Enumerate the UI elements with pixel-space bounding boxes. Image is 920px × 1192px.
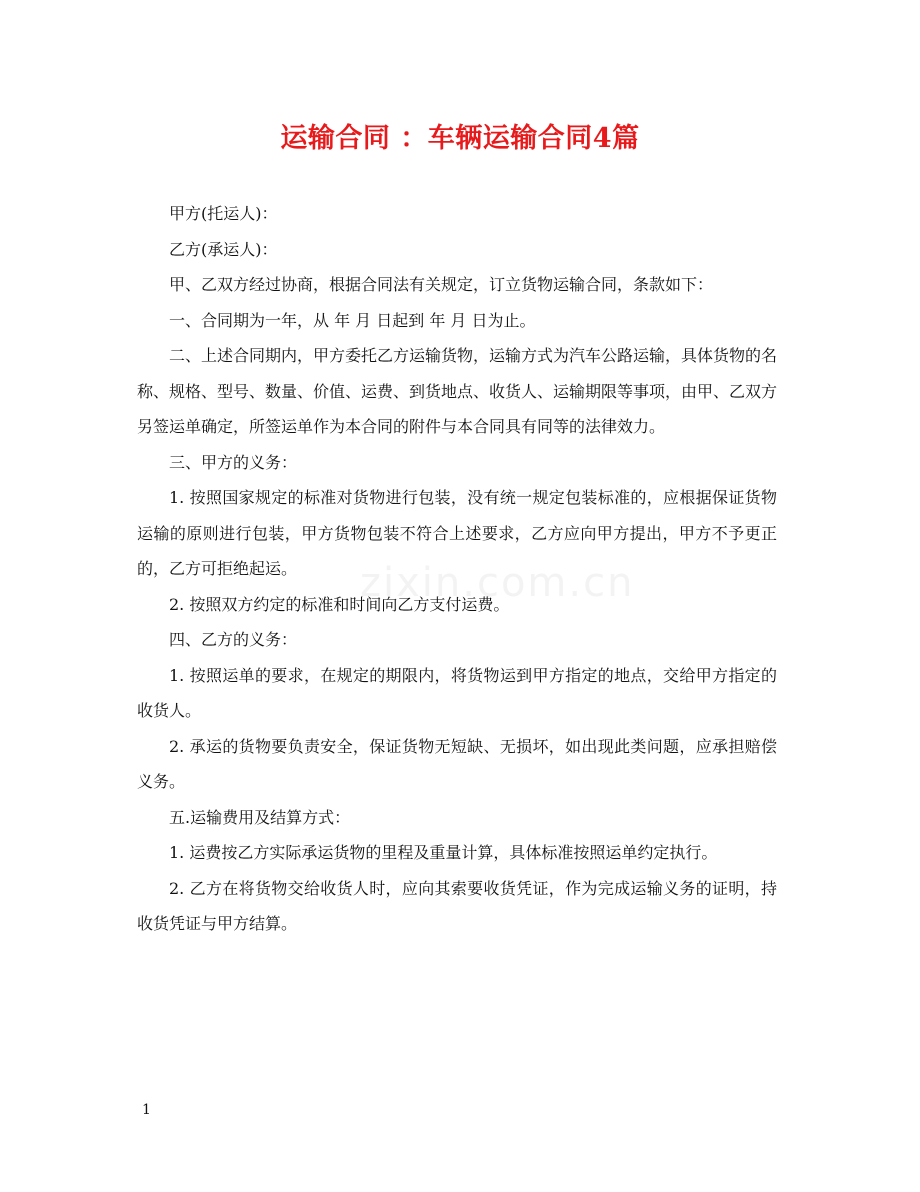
watermark: zixin.com.cn: [360, 560, 635, 606]
paragraph-party-a: 甲方(托运人)：: [169, 204, 278, 223]
paragraph-party-a-obligation-2: 2. 按照双方约定的标准和时间向乙方支付运费。: [169, 594, 510, 614]
paragraph-party-a-obligation-1: 1. 按照国家规定的标准对货物进行包装，没有统一规定包装标准的，应根据保证货物运输的原则进行包装，甲方货物包装不符合上述要求，乙方应向甲方提出，甲方不予更正的，乙方可拒绝起运。: [137, 488, 777, 578]
heading-party-a-obligations: 三、甲方的义务：: [169, 452, 298, 472]
document-body: [137, 196, 777, 942]
document-title: 运输合同 ：车辆运输合同4篇: [280, 123, 640, 154]
heading-fees-settlement: 五.运输费用及结算方式：: [169, 807, 351, 827]
page-number: 1: [142, 1102, 151, 1118]
paragraph-preamble: 甲、乙双方经过协商，根据合同法有关规定，订立货物运输合同，条款如下：: [169, 275, 714, 294]
paragraph-party-b: 乙方(承运人)：: [169, 239, 278, 259]
heading-party-b-obligations: 四、乙方的义务：: [169, 630, 298, 649]
paragraph-fees-1: 1. 运费按乙方实际承运货物的里程及重量计算，具体标准按照运单约定执行。: [169, 843, 718, 862]
paragraph-term: 一、合同期为一年，从 年 月 日起到 年 月 日为止。: [169, 310, 536, 330]
paragraph-party-b-obligation-1: 1. 按照运单的要求，在规定的期限内，将货物运到甲方指定的地点，交给甲方指定的收货人。: [137, 665, 777, 720]
paragraph-party-b-obligation-2: 2. 承运的货物要负责安全，保证货物无短缺、无损坏，如出现此类问题，应承担赔偿义务。: [137, 736, 777, 791]
paragraph-fees-2: 2. 乙方在将货物交给收货人时，应向其索要收货凭证，作为完成运输义务的证明，持收货凭证与甲方结算。: [137, 878, 777, 933]
paragraph-scope: 二、上述合同期内，甲方委托乙方运输货物，运输方式为汽车公路运输，具体货物的名称、规格、型号、数量、价值、运费、到货地点、收货人、运输期限等事项，由甲、乙双方另签运单确定，所签运单作为本合同的附件与本合同具有同等的法律效力。: [137, 346, 778, 436]
